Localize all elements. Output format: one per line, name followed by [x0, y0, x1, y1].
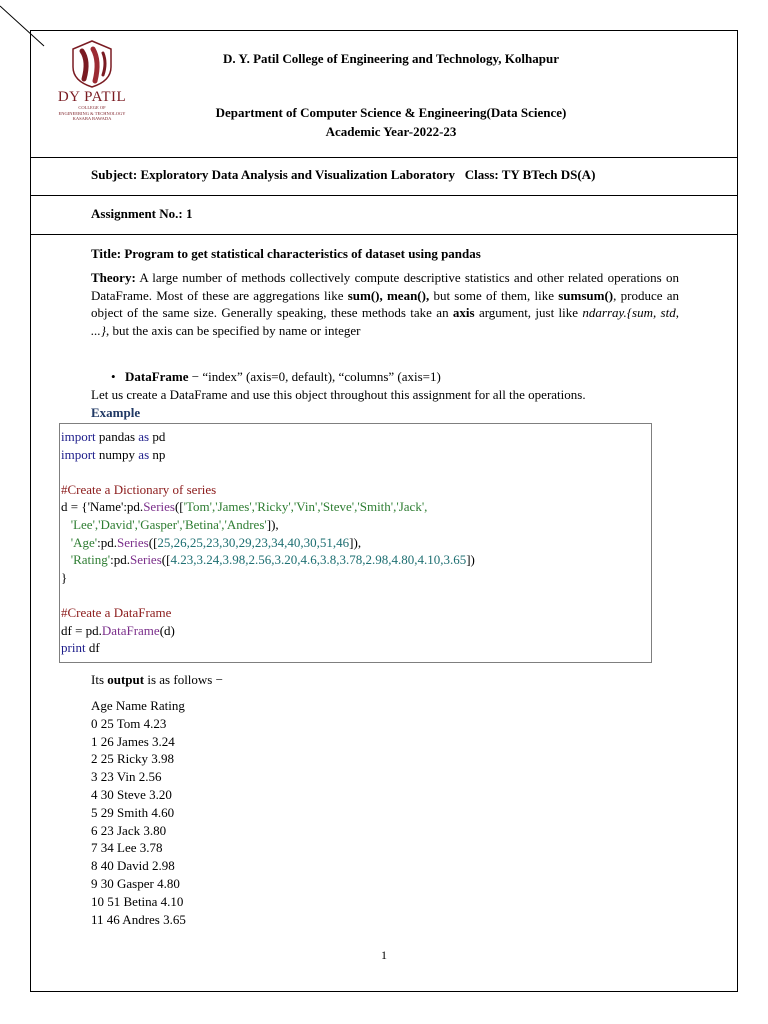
output-row: 10 51 Betina 4.10 — [91, 893, 184, 909]
code-line — [61, 569, 651, 587]
subject-row: Subject: Exploratory Data Analysis and Visualization Laboratory Class: TY BTech DS(A) — [91, 167, 596, 182]
code-line — [61, 428, 651, 446]
code-text: pandas — [95, 429, 139, 444]
code-text: df — [85, 640, 100, 656]
bullet-dot-icon: • — [111, 369, 116, 384]
code-line — [61, 446, 651, 464]
code-text: numpy — [95, 446, 139, 462]
page-number: 1 — [381, 948, 387, 962]
code-text: (d) — [159, 622, 175, 638]
code-text: ([ — [148, 534, 158, 550]
output-intro — [91, 671, 223, 689]
output-header: Age Name Rating — [91, 698, 185, 713]
code-text: ]), — [349, 534, 362, 550]
output-row: 0 25 Tom 4.23 — [91, 715, 167, 731]
output-row: 1 26 James 3.24 — [91, 733, 175, 749]
theory-text: A large number of methods collectively compute descriptive statistics and other related operations on DataFrame. Most of these are aggregations like — [91, 270, 679, 303]
bullet-item — [111, 368, 441, 386]
code-text: d = { — [61, 499, 88, 515]
code-function: Series — [143, 499, 175, 515]
logo-brand: DY PATIL — [57, 89, 127, 105]
code-string: 'Tom','James','Ricky','Vin','Steve','Smith','Jack', — [183, 499, 428, 515]
code-block — [59, 423, 652, 663]
code-line — [61, 516, 651, 534]
code-text: pd — [149, 429, 166, 444]
code-text: ([ — [174, 499, 184, 515]
theory-paragraph — [91, 269, 679, 339]
output-row: 4 30 Steve 3.20 — [91, 786, 172, 802]
output-row: 8 40 David 2.98 — [91, 858, 175, 874]
output-row: 5 29 Smith 4.60 — [91, 804, 175, 820]
code-string: 'Age' — [61, 534, 98, 550]
code-comment: #Create a DataFrame — [61, 604, 172, 620]
code-string: 'Rating' — [61, 552, 111, 568]
output-intro-bold: output — [107, 672, 145, 687]
code-keyword: print — [61, 640, 86, 656]
code-text: ]), — [266, 516, 279, 532]
output-row: 3 23 Vin 2.56 — [91, 769, 162, 785]
code-function: DataFrame — [101, 622, 160, 638]
code-number: 25,26,25,23,30,29,23,34,40,30,51,46 — [157, 534, 350, 550]
output-table — [91, 697, 186, 928]
code-text: np — [149, 446, 166, 462]
code-text: :pd. — [123, 499, 144, 515]
code-text: :pd. — [110, 552, 130, 568]
logo-line2: ENGINEERING & TECHNOLOGY — [58, 110, 126, 116]
theory-italic: ndarray.{sum, std, ...} — [91, 305, 679, 338]
code-string: 'Lee','David','Gasper','Betina','Andres' — [61, 516, 267, 532]
assignment-number: Assignment No.: 1 — [91, 206, 193, 221]
bullet-label: DataFrame — [125, 369, 189, 384]
code-number: 4.23,3.24,3.98,2.56,3.20,4.6,3.8,3.78,2.98,4.80,4.10,3.65 — [170, 552, 467, 568]
code-line — [61, 481, 651, 499]
document-frame — [30, 30, 738, 992]
college-name: D. Y. Patil College of Engineering and Technology, Kolhapur — [222, 51, 559, 66]
theory-text: , but the axis can be specified by name or integer — [105, 322, 361, 338]
code-text: ([ — [161, 552, 171, 568]
code-function: Series — [116, 534, 149, 550]
code-line — [61, 622, 651, 640]
theory-text: , produce an object of the same size. Generally speaking, these methods take an — [91, 287, 679, 321]
output-row: 7 34 Lee 3.78 — [91, 840, 163, 856]
logo-line3: KASABA BAWADA — [72, 116, 112, 121]
assignment-title: Title: Program to get statistical characteristics of dataset using pandas — [91, 246, 481, 261]
code-line — [61, 551, 651, 569]
department-name: Department of Computer Science & Engineering(Data Science) — [215, 105, 567, 120]
code-line — [61, 639, 651, 657]
code-function: Series — [129, 552, 162, 568]
theory-text: but some of them, like — [429, 287, 559, 303]
theory-bold-method: sumsum() — [558, 287, 614, 303]
code-blank-line — [61, 463, 651, 481]
intro-text: Let us create a DataFrame and use this object throughout this assignment for all the operations. — [91, 387, 586, 402]
code-text: } — [61, 569, 68, 585]
code-keyword: import — [61, 429, 96, 444]
theory-bold-axis: axis — [452, 305, 475, 321]
output-row: 6 23 Jack 3.80 — [91, 822, 167, 838]
code-text: :pd. — [97, 534, 117, 550]
code-keyword: as — [138, 429, 150, 444]
code-comment: #Create a Dictionary of series — [61, 481, 217, 497]
bullet-text: − “index” (axis=0, default), “columns” (axis=1) — [188, 369, 441, 384]
output-intro-pre: Its — [91, 672, 108, 687]
output-row: 2 25 Ricky 3.98 — [91, 751, 175, 767]
output-row: 11 46 Andres 3.65 — [91, 911, 186, 927]
code-line — [61, 498, 651, 516]
code-blank-line — [61, 586, 651, 604]
code-line — [61, 604, 651, 622]
code-keyword: as — [138, 446, 150, 462]
code-line — [61, 534, 651, 552]
theory-bold-methods: sum(), mean(), — [347, 287, 430, 303]
code-text: 'Name' — [87, 499, 124, 515]
logo-line1: COLLEGE OF — [78, 105, 106, 110]
code-text: ]) — [466, 552, 475, 568]
output-row: 9 30 Gasper 4.80 — [91, 875, 180, 891]
theory-text: argument, just like — [474, 305, 583, 321]
code-text: df = pd. — [61, 622, 102, 638]
example-heading: Example — [91, 405, 141, 420]
academic-year: Academic Year-2022-23 — [325, 124, 457, 139]
output-intro-post: is as follows − — [144, 672, 223, 687]
theory-label: Theory: — [91, 270, 136, 285]
code-keyword: import — [61, 446, 96, 462]
